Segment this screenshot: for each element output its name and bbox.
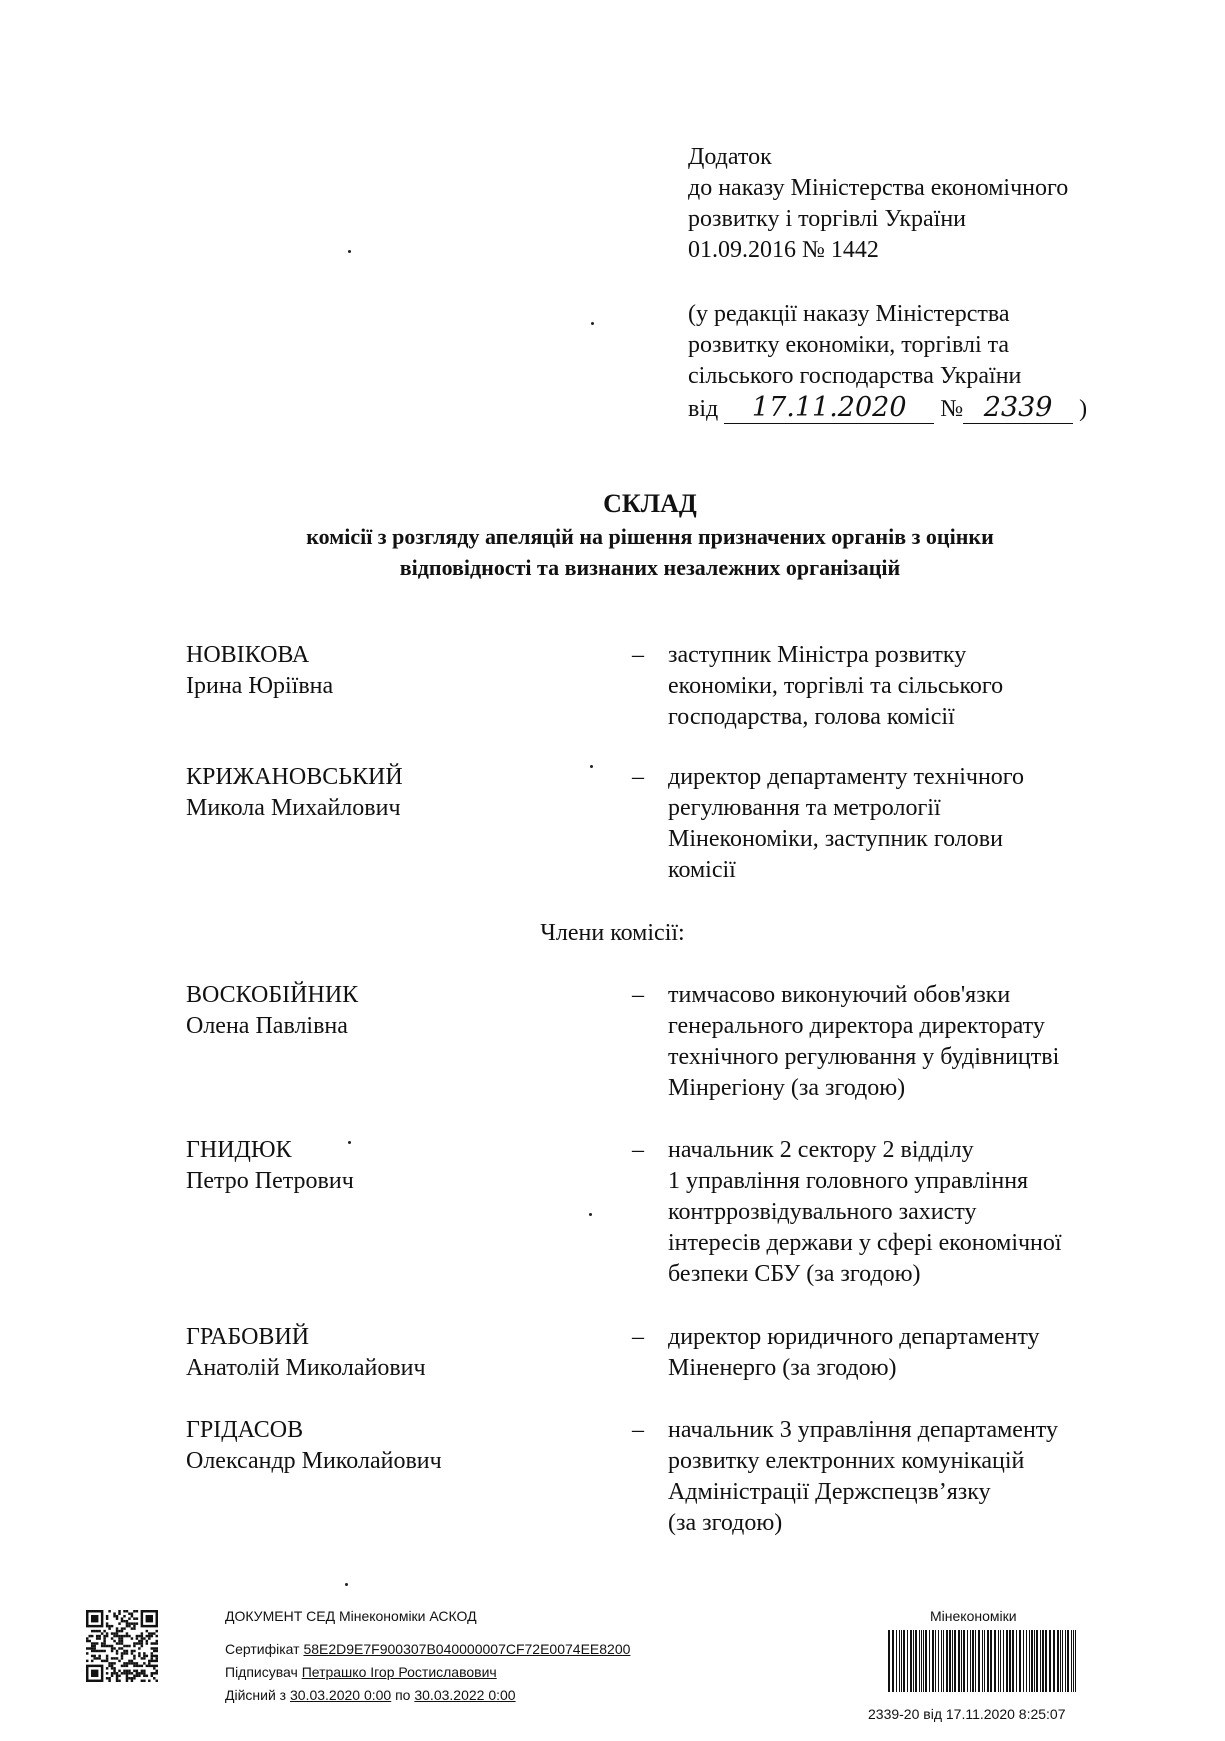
- member-surname: ГРАБОВИЙ: [186, 1324, 310, 1350]
- role-line: інтересів держави у сфері економічної: [668, 1230, 1062, 1256]
- scan-speck: [590, 765, 593, 768]
- role-line: генерального директора директорату: [668, 1013, 1045, 1039]
- role-line: контррозвідувального захисту: [668, 1199, 977, 1225]
- certificate-line: Сертифікат 58E2D9E7F900307B040000007CF72E0074EE8200: [225, 1641, 631, 1657]
- title-line: комісії з розгляду апеляцій на рішення призначених органів з оцінки: [306, 524, 994, 549]
- role-line: Мінекономіки, заступник голови: [668, 826, 1003, 852]
- handwritten-date: 17.11.2020: [724, 392, 934, 424]
- sed-stamp: [225, 1605, 630, 1707]
- member-given-name: Ірина Юріївна: [186, 673, 334, 699]
- member-name: [186, 640, 606, 702]
- role-line: директор департаменту технічного: [668, 764, 1025, 790]
- member-name: [186, 1322, 606, 1384]
- member-given-name: Микола Михайлович: [186, 795, 401, 821]
- role-line: начальник 2 сектору 2 відділу: [668, 1137, 974, 1163]
- scan-speck: [345, 1583, 348, 1586]
- member-surname: НОВІКОВА: [186, 642, 310, 668]
- closing-paren: ): [1079, 396, 1088, 422]
- document-footer: [0, 1590, 1225, 1740]
- dash: –: [632, 1137, 644, 1163]
- title-main: СКЛАД: [603, 489, 697, 518]
- dash: –: [632, 982, 644, 1008]
- title-line: відповідності та визнаних незалежних організацій: [399, 555, 901, 580]
- qr-code-icon: [86, 1610, 158, 1682]
- annex-line: сільського господарства України: [688, 363, 1022, 389]
- annex-line: розвитку економіки, торгівлі та: [688, 332, 1010, 358]
- role-line: Мінрегіону (за згодою): [668, 1075, 906, 1101]
- validity-line: Дійсний з 30.03.2020 0:00 по 30.03.2022 0:00: [225, 1687, 516, 1703]
- member-surname: КРИЖАНОВСЬКИЙ: [186, 764, 403, 790]
- barcode-icon: [888, 1630, 1078, 1692]
- member-name: [186, 1135, 606, 1197]
- role-line: заступник Міністра розвитку: [668, 642, 967, 668]
- role-line: тимчасово виконуючий обов'язки: [668, 982, 1011, 1008]
- registration-number: 2339-20 від 17.11.2020 8:25:07: [868, 1706, 1066, 1722]
- role-line: господарства, голова комісії: [668, 704, 955, 730]
- role-line: регулювання та метрології: [668, 795, 941, 821]
- member-role: [668, 1415, 1128, 1539]
- role-line: технічного регулювання у будівництві: [668, 1044, 1060, 1070]
- dash: –: [632, 1417, 644, 1443]
- scan-speck: [589, 1213, 592, 1216]
- role-line: Адміністрації Держспецзв’язку: [668, 1479, 991, 1505]
- member-name: [186, 1415, 606, 1477]
- annex-line: (у редакції наказу Міністерства: [688, 301, 1010, 327]
- member-role: [668, 762, 1128, 886]
- valid-to: 30.03.2022 0:00: [414, 1687, 516, 1703]
- annex-line: розвитку і торгівлі України: [688, 206, 967, 232]
- role-line: економіки, торгівлі та сільського: [668, 673, 1004, 699]
- role-line: комісії: [668, 857, 736, 883]
- certificate-value: 58E2D9E7F900307B040000007CF72E0074EE8200: [303, 1641, 631, 1657]
- signer-line: Підписувач Петрашко Ігор Ростиславович: [225, 1664, 497, 1680]
- sed-title: ДОКУМЕНТ СЕД Мінекономіки АСКОД: [225, 1608, 477, 1624]
- barcode-ministry-label: Мінекономіки: [930, 1608, 1017, 1624]
- member-surname: ГРІДАСОВ: [186, 1417, 304, 1443]
- dash: –: [632, 764, 644, 790]
- member-role: [668, 1135, 1128, 1290]
- valid-from: 30.03.2020 0:00: [289, 1687, 392, 1703]
- role-line: директор юридичного департаменту: [668, 1324, 1040, 1350]
- scan-speck: [591, 322, 594, 325]
- member-role: [668, 1322, 1128, 1384]
- handwritten-number: 2339: [963, 392, 1073, 424]
- number-sign: №: [940, 396, 964, 422]
- annex-line: до наказу Міністерства економічного: [688, 175, 1069, 201]
- annex-line: Додаток: [688, 144, 772, 170]
- member-surname: ВОСКОБІЙНИК: [186, 982, 359, 1008]
- member-given-name: Олена Павлівна: [186, 1013, 348, 1039]
- member-name: [186, 980, 606, 1042]
- annex-date-line: [688, 392, 1087, 425]
- role-line: безпеки СБУ (за згодою): [668, 1261, 921, 1287]
- dash: –: [632, 642, 644, 668]
- role-line: Міненерго (за згодою): [668, 1355, 897, 1381]
- member-name: [186, 762, 606, 824]
- role-line: розвитку електронних комунікацій: [668, 1448, 1025, 1474]
- member-surname: ГНИДЮК: [186, 1137, 292, 1163]
- annex-block: [688, 142, 1087, 425]
- role-line: начальник 3 управління департаменту: [668, 1417, 1058, 1443]
- member-role: [668, 640, 1128, 733]
- member-given-name: Петро Петрович: [186, 1168, 354, 1194]
- members-heading: Члени комісії:: [540, 920, 685, 946]
- member-role: [668, 980, 1128, 1104]
- annex-from-label: від: [688, 396, 719, 422]
- annex-order-number: 01.09.2016 № 1442: [688, 237, 879, 263]
- scan-speck: [348, 250, 351, 253]
- role-line: (за згодою): [668, 1510, 783, 1536]
- dash: –: [632, 1324, 644, 1350]
- role-line: 1 управління головного управління: [668, 1168, 1029, 1194]
- member-given-name: Анатолій Миколайович: [186, 1355, 426, 1381]
- document-title: [200, 487, 1100, 583]
- scan-speck: [348, 1141, 351, 1144]
- member-given-name: Олександр Миколайович: [186, 1448, 442, 1474]
- signer-value: Петрашко Ігор Ростиславович: [301, 1664, 497, 1680]
